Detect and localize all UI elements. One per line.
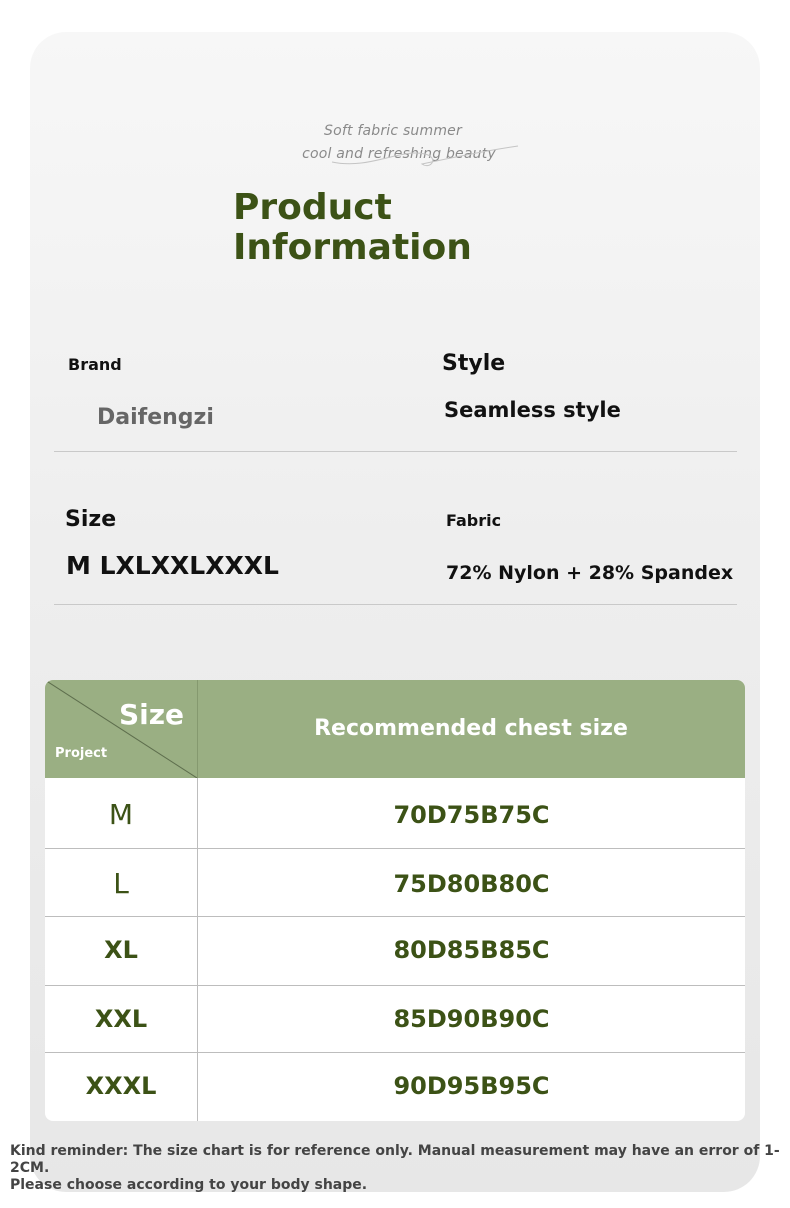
row-size: L [113,867,129,900]
brand-label: Brand [68,355,122,374]
style-label: Style [442,351,506,376]
table-row [45,781,745,849]
row-chest: 90D95B95C [393,1072,550,1100]
row-size: M [108,798,134,831]
brand-value: Daifengzi [97,405,214,430]
row-size: XL [104,936,138,964]
table-row [45,985,745,1053]
page-title [233,188,472,268]
info-divider-2 [54,604,737,605]
row-chest: 70D75B75C [393,801,550,829]
reminder-line-2: Please choose according to your body shape. [10,1177,368,1193]
page-title-line-2: Information [233,227,472,268]
header-project-label: Project [55,746,108,761]
swoosh-decoration-icon [330,140,520,172]
style-value: Seamless style [444,398,621,422]
row-chest: 80D85B85C [393,936,550,964]
fabric-label: Fabric [446,511,502,530]
header-recommended-chest: Recommended chest size [314,716,628,741]
size-table [45,680,745,1121]
info-divider-1 [54,451,737,452]
reminder-line-1: Kind reminder: The size chart is for reference only. Manual measurement may have an error of 1-2CM. [10,1143,780,1176]
kind-reminder [10,1143,785,1194]
table-row [45,1052,745,1120]
row-chest: 85D90B90C [393,1005,550,1033]
row-size: XXXL [85,1072,157,1100]
row-divider [45,848,745,849]
row-chest: 75D80B80C [393,870,550,898]
table-row [45,850,745,918]
size-value: M LXLXXLXXXL [66,551,279,580]
size-label: Size [65,507,117,532]
header-size-label: Size [119,698,185,731]
page-title-line-1: Product [233,187,392,228]
tagline-line-2: cool and refreshing beauty [302,146,496,162]
row-size: XXL [94,1005,148,1033]
table-row [45,916,745,984]
table-header [45,680,745,778]
tagline-line-1: Soft fabric summer [324,123,462,139]
fabric-value: 72% Nylon + 28% Spandex [446,562,734,584]
